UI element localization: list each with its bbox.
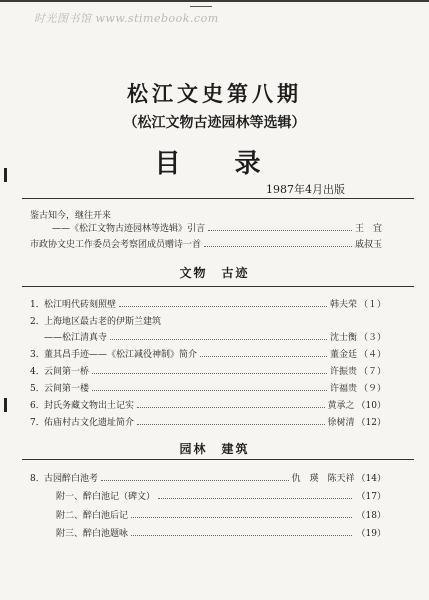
top-rule xyxy=(0,0,429,2)
entry-page: （12） xyxy=(356,417,386,428)
toc-entry[interactable] xyxy=(52,220,382,234)
entry-author: 许振贵 xyxy=(329,366,357,377)
top-mark xyxy=(190,0,212,7)
entry-author: 黄承之 xyxy=(327,400,355,411)
toc-entry[interactable] xyxy=(30,470,386,484)
toc-entry[interactable] xyxy=(56,507,386,521)
entry-title: 松江明代砖刻照壁 xyxy=(44,299,117,310)
entry-title: 云间第一楼 xyxy=(44,383,90,394)
leader-dots xyxy=(131,510,352,518)
entry-author: 董金廷 xyxy=(329,349,357,360)
page-subtitle: （松江文物古迹园林等选辑） xyxy=(123,115,306,131)
toc-entry[interactable] xyxy=(30,363,386,377)
toc-entry[interactable] xyxy=(30,329,386,343)
entry-number: 1． xyxy=(30,299,45,310)
entry-author: 仇 瑛 陈天祥 xyxy=(291,473,355,484)
entry-number: 7． xyxy=(30,417,45,428)
leader-dots xyxy=(208,223,352,231)
leader-dots xyxy=(158,491,352,499)
publish-date: 1987年4月出版 xyxy=(266,183,345,196)
page-title: 松江文史第八期 xyxy=(127,81,302,106)
entry-title: 附二、醉白池后记 xyxy=(56,510,129,521)
entry-title: ——松江清真寺 xyxy=(44,332,108,343)
divider xyxy=(22,198,414,199)
toc-heading: 目 录 xyxy=(154,149,275,179)
binding-mark xyxy=(4,398,7,412)
leader-dots xyxy=(200,349,327,357)
entry-title: 董其昌手迹——《松江减役神制》简介 xyxy=(44,349,198,360)
toc-entry[interactable] xyxy=(30,397,386,411)
entry-number: 6． xyxy=(30,400,45,411)
entry-page: （17） xyxy=(356,491,386,502)
entry-number: 8． xyxy=(30,473,45,484)
section-heading: 园林 建筑 xyxy=(179,442,250,456)
leader-dots xyxy=(137,400,325,408)
toc-entry[interactable] xyxy=(56,488,386,502)
entry-title: 云间第一桥 xyxy=(44,366,90,377)
leader-dots xyxy=(119,299,327,307)
leader-dots xyxy=(110,332,327,340)
toc-entry[interactable] xyxy=(30,296,386,310)
entry-page: （３） xyxy=(358,332,386,343)
entry-title: 古园醉白池考 xyxy=(44,473,99,484)
toc-entry[interactable] xyxy=(30,414,386,428)
entry-title: 市政协文史工作委员会考察团成员赠诗一首 xyxy=(30,239,202,250)
entry-title: 附三、醉白池题咏 xyxy=(56,528,129,539)
entry-page: （９） xyxy=(358,383,386,394)
entry-author: 许福贵 xyxy=(329,383,357,394)
toc-entry[interactable] xyxy=(30,313,386,327)
intro-line: 鉴古知今，继往开来 xyxy=(30,211,112,221)
divider xyxy=(22,286,414,287)
leader-dots xyxy=(137,417,325,425)
entry-page: （１） xyxy=(358,299,386,310)
divider xyxy=(22,459,414,460)
toc-entry[interactable] xyxy=(30,380,386,394)
entry-title: 封氏务藏文物出土记实 xyxy=(44,400,135,411)
entry-title: ——《松江文物古迹园林等选辑》引言 xyxy=(52,223,206,234)
entry-number: 4． xyxy=(30,366,45,377)
entry-page: （７） xyxy=(358,366,386,377)
entry-page: （10） xyxy=(356,400,386,411)
entry-author: 王 宜 xyxy=(354,223,382,234)
entry-title: 附一、醉白池记（碑文） xyxy=(56,491,156,502)
entry-author: 沈士衡 xyxy=(329,332,357,343)
entry-number: 3． xyxy=(30,349,45,360)
section-heading: 文物 古迹 xyxy=(179,266,250,280)
leader-dots xyxy=(101,473,289,481)
entry-title: 上海地区最古老的伊斯兰建筑 xyxy=(44,316,162,327)
toc-entry[interactable] xyxy=(30,346,386,360)
entry-page: （14） xyxy=(356,473,386,484)
leader-dots xyxy=(204,239,352,247)
leader-dots xyxy=(131,528,352,536)
leader-dots xyxy=(92,383,327,391)
entry-title: 佑庙村古文化遗址简介 xyxy=(44,417,135,428)
entry-author: 徐树清 xyxy=(327,417,355,428)
entry-page: （19） xyxy=(356,528,386,539)
entry-number: 5． xyxy=(30,383,45,394)
entry-author: 韩夫荣 xyxy=(329,299,357,310)
watermark: 时光图书馆 www.stimebook.com xyxy=(34,12,219,25)
toc-entry[interactable] xyxy=(56,525,386,539)
entry-number: 2． xyxy=(30,316,45,327)
entry-page: （４） xyxy=(358,349,386,360)
leader-dots xyxy=(92,366,327,374)
toc-entry[interactable] xyxy=(30,236,382,250)
entry-page: （18） xyxy=(356,510,386,521)
entry-author: 戚叔玉 xyxy=(354,239,382,250)
